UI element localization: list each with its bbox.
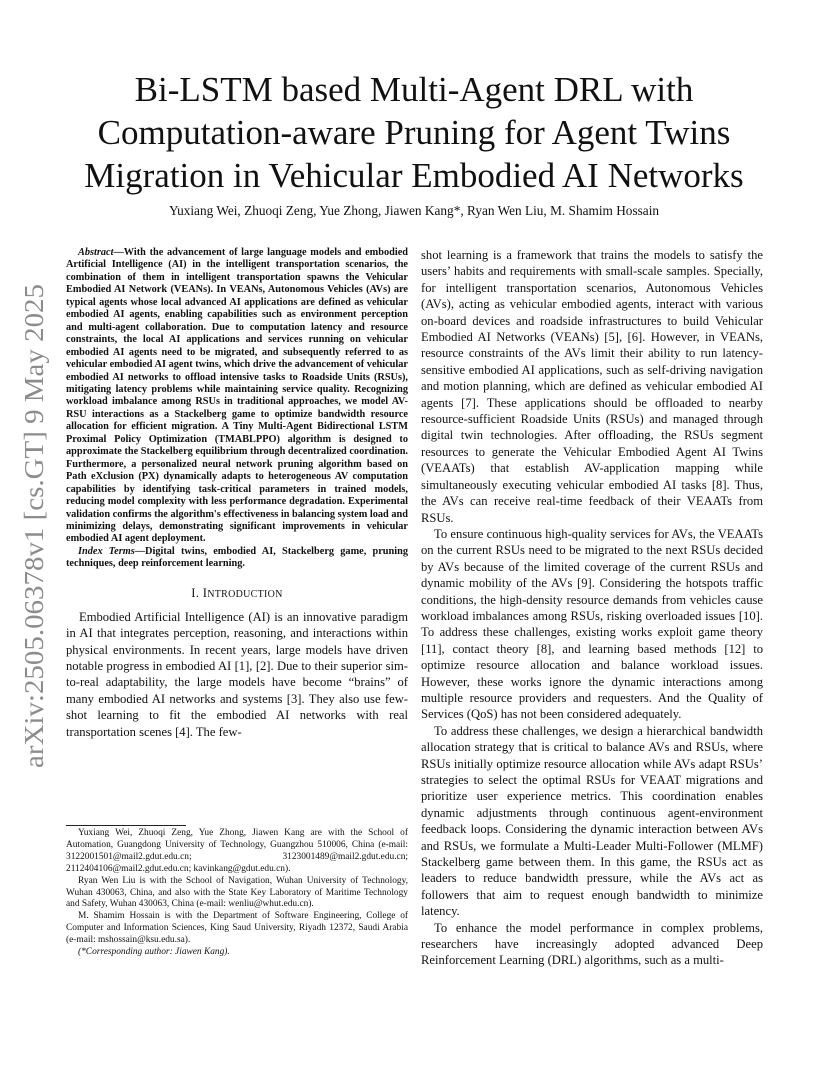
title-line: Bi-LSTM based Multi-Agent DRL with xyxy=(134,70,694,109)
corresponding-author-note: (*Corresponding author: Jiawen Kang). xyxy=(78,947,230,958)
body-paragraph: To enhance the model performance in complex problems, researchers have increasingly adopted advanced Deep Reinforcement Learning (DRL) algorithms, such as a multi- xyxy=(421,920,763,968)
footnote: M. Shamim Hossain is with the Department of Software Engineering, College of Computer and Information Sciences, King Saud University, Riyadh 12372, Saudi Arabia (e-mail: mshossain@ksu.edu.sa). xyxy=(66,911,408,946)
body-paragraph: To address these challenges, we design a hierarchical bandwidth allocation strategy that is critical to balance AVs and RSUs, where RSUs initially optimize resource allocation while AVs adapt RSUs’ strategies to select the optimal RSUs for VEAAT migrations and prioritize user experience metrics. This coordination enables dynamic adjustments through continuous agent-environment feedback loops. Considering the dynamic interaction between AVs and RSUs, we formulate a Multi-Leader Multi-Follower (MLMF) Stackelberg game between them. In this game, the RSUs act as leaders to reduce bandwidth pressure, while the AVs act as followers that aim to request enough bandwidth to minimize latency. xyxy=(421,723,763,919)
abstract-label: Abstract xyxy=(78,247,114,258)
paper-title xyxy=(70,68,758,197)
section-title-rest: NTRODUCTION xyxy=(207,588,283,600)
author-list: Yuxiang Wei, Zhuoqi Zeng, Yue Zhong, Jiawen Kang*, Ryan Wen Liu, M. Shamim Hossain xyxy=(168,203,660,218)
arxiv-identifier-text: arXiv:2505.06378v1 [cs.GT] 9 May 2025 xyxy=(19,316,49,768)
body-paragraph: To ensure continuous high-quality services for AVs, the VEAATs on the current RSUs need to be migrated to the next RSUs decided by AVs because of the limited coverage of the current RSUs and dynamic mobility of the AVs [9]. Considering the hotspots traffic conditions, the high-density resource demands from vehicles cause workload imbalances among RSUs, risking overloaded issues [10]. To address these challenges, existing works exploit game theory [11], contact theory [8], and learning based methods [12] to optimize resource allocation and balance workload issues. However, these works ignore the dynamic interactions among multiple resource providers and requesters. And the Quality of Services (QoS) has not been considered adequately. xyxy=(421,526,763,722)
footnotes xyxy=(66,828,408,959)
body-paragraph: shot learning is a framework that trains the models to satisfy the users’ habits and requirements with small-scale samples. Specially, for intelligent transportation scenarios, Autonomous Vehicles (AVs), acting as vehicular embodied agents, interact with various on-board devices and roadside infrastructures to build Vehicular Embodied AI Networks (VEANs) [5], [6]. However, in VEANs, resource constraints of the AVs limit their ability to run latency-sensitive embodied AI applications, such as self-driving navigation and motion planning, which are defined as vehicular embodied AI agents [7]. These applications should be offloaded to nearby resource-sufficient Roadside Units (RSUs) and managed through digital twin technologies. After offloading, the RSUs segment resources to generate the Vehicular Embodied Agent AI Twins (VEAATs) that establish AV-application mapping while simultaneously executing vehicular embodied AI tasks [8]. Thus, the AVs can receive real-time feedback of their VEAATs from RSUs. xyxy=(421,248,763,525)
footnote: Ryan Wen Liu is with the School of Navigation, Wuhan University of Technology, Wuhan 430063, China, and also with the State Key Laboratory of Maritime Technology and Safety, Wuhan 430063, China (e-mail: wenliu@whut.edu.cn). xyxy=(66,875,408,910)
index-terms xyxy=(66,546,408,571)
section-number: I. xyxy=(191,585,200,600)
section-initial: I xyxy=(202,585,208,600)
right-column xyxy=(421,247,763,969)
left-column xyxy=(66,247,408,740)
body-paragraph: Embodied Artificial Intelligence (AI) is an innovative paradigm in AI that integrates perception, reasoning, and interactions within physical environments. In recent years, large models have driven notable progress in embodied AI [1], [2]. Due to their superior sim-to-real adaptability, the large models have become “brains” of many embodied AI networks and systems [3]. They also use few-shot learning to fit the embodied AI networks with real transportation scenes [4]. The few- xyxy=(66,609,408,739)
abstract-text: —With the advancement of large language models and embodied Artificial Intelligence (AI) in the intelligent transportation scenarios, the combination of them in intelligent transportation spawns the Vehicular Embodied AI Network (VEANs). In VEANs, Autonomous Vehicles (AVs) are typical agents whose local advanced AI applications are defined as vehicular embodied AI agents, enabling capabilities such as environment perception and multi-agent collaboration. Due to computation latency and resource constraints, the local AI applications and services running on vehicular embodied AI agents need to be migrated, and subsequently referred to as vehicular embodied AI agent twins, which drive the advancement of vehicular embodied AI networks to offload intensive tasks to Roadside Units (RSUs), mitigating latency problems while maintaining service quality. Recognizing workload imbalance among RSUs in traditional approaches, we model AV-RSU interactions as a Stackelberg game to optimize bandwidth resource allocation for efficient migration. A Tiny Multi-Agent Bidirectional LSTM Proximal Policy Optimization (TMABLPPO) algorithm is designed to approximate the Stackelberg equilibrium through decentralized coordination. Furthermore, a personalized neural network pruning algorithm based on Path eXclusion (PX) dynamically adapts to heterogeneous AV computation capabilities by identifying task-critical parameters in trained models, reducing model complexity with less performance degradation. Experimental validation confirms the algorithm's effectiveness in balancing system load and minimizing delays, demonstrating significant improvements in vehicular embodied AI agent deployment. xyxy=(66,247,408,545)
section-heading xyxy=(66,585,408,603)
footnote-divider xyxy=(66,825,186,826)
index-terms-text: —Digital twins, embodied AI, Stackelberg game, pruning techniques, deep reinforcement learning. xyxy=(66,545,408,570)
arxiv-identifier-stamp xyxy=(10,282,54,772)
abstract xyxy=(66,247,408,546)
title-line: Migration in Vehicular Embodied AI Networks xyxy=(84,156,744,195)
title-line: Computation-aware Pruning for Agent Twins xyxy=(97,113,731,152)
footnote: Yuxiang Wei, Zhuoqi Zeng, Yue Zhong, Jiawen Kang are with the School of Automation, Guangdong University of Technology, Guangzhou 510006, China (e-mail: 3122001501@mail2.gdut.edu.cn; 3123001489@mail2.gdut.edu.cn; 2112404106@mail2.gdut.edu.cn; kavinkang@gdut.edu.cn). xyxy=(66,828,408,874)
index-terms-label: Index Terms xyxy=(78,545,135,557)
